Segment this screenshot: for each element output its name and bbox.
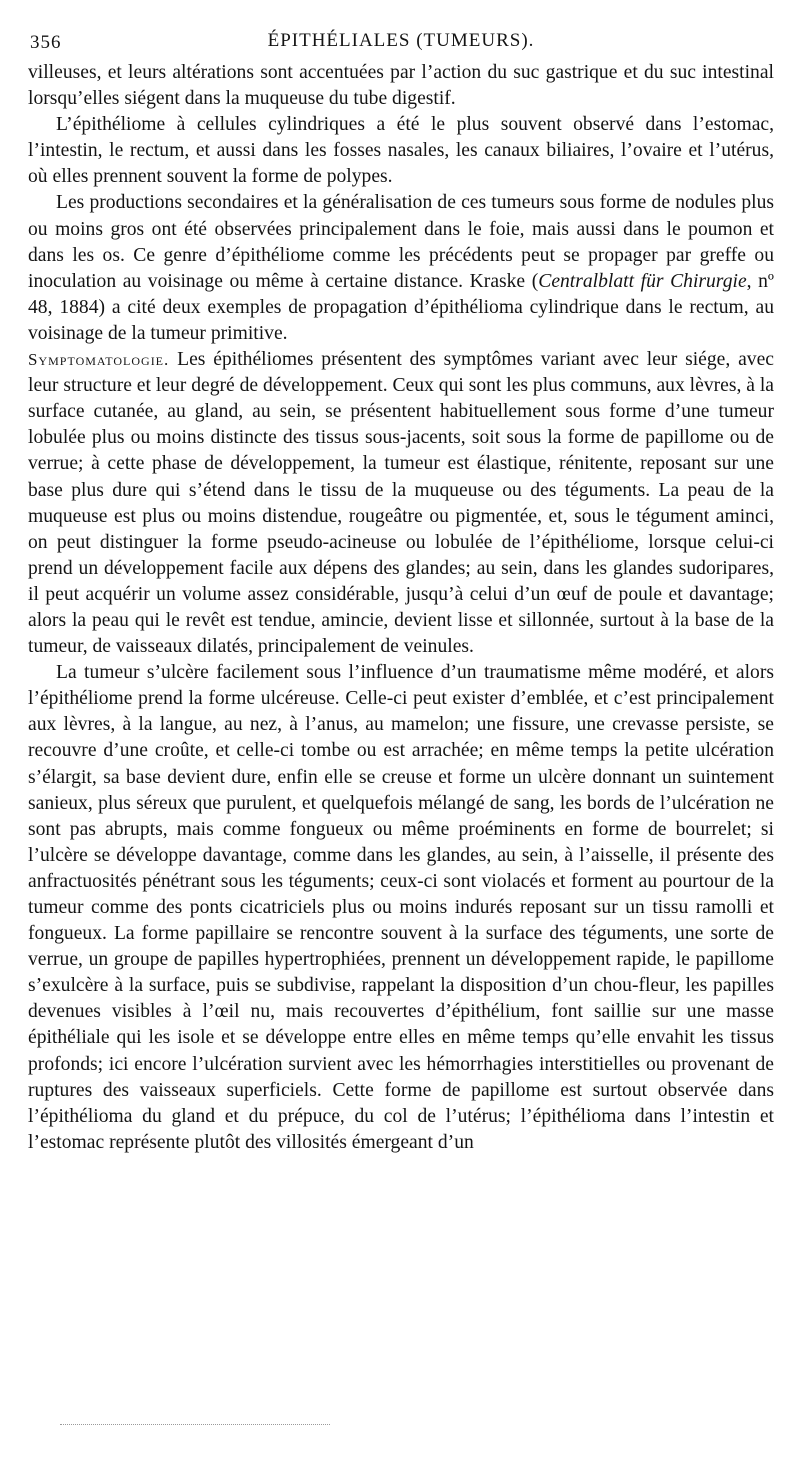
paragraph-cylindrical-epithelioma: L’épithéliome à cellules cylindriques a été le plus souvent observé dans l’estomac, l’intestin, le rectum, et aussi dans les fosses nasales, les canaux biliaires, l’ovaire et l’utérus, où elles prennent souvent la forme de polypes. xyxy=(28,114,774,188)
journal-citation: Centralblatt für Chirurgie xyxy=(538,270,747,292)
paragraph-text: , nº 48, 1884) a cité deux exemples de propagation d’épithélioma cylindrique dans le rectum, au voisinage de la tumeur primitive. xyxy=(28,270,775,344)
page-number: 356 xyxy=(30,32,62,53)
page-header xyxy=(28,22,774,60)
running-title: ÉPITHÉLIALES (TUMEURS). xyxy=(267,30,535,51)
paragraph-ulceration: La tumeur s’ulcère facilement sous l’influence d’un traumatisme même modéré, et alors l’épithéliome prend la forme ulcéreuse. Celle-ci peut exister d’emblée, et c’est principalement aux lèvres, à la langue, au nez, à l’anus, au mamelon; une fissure, une crevasse persiste, se recouvre d’une croûte, et celle-ci tombe ou est arrachée; en même temps la petite ulcération s’élargit, sa base devient dure, enfin elle se creuse et forme un ulcère donnant un suintement sanieux, plus séreux que purulent, et quelquefois mélangé de sang, les bords de l’ulcération ne sont pas abrupts, mais comme fongueux ou même proéminents en forme de bourrelet; si l’ulcère se développe davantage, comme dans les glandes, au sein, à l’aisselle, il présente des anfractuosités pénétrant sous les téguments; ceux-ci sont violacés et forment au pourtour de la tumeur comme des ponts cicatriciels plus ou moins indurés reposant sur un tissu ramolli et fongueux. La forme papillaire se rencontre souvent à la surface des téguments, une sorte de verrue, un groupe de papilles hypertrophiées, prennent un développement rapide, le papillome s’exulcère à la surface, puis se subdivise, rappelant la disposition d’un chou-fleur, les papilles devenues visibles à l’œil nu, mais recouvertes d’épithélium, font saillie sur une masse épithéliale qui les isole et se développe entre elles en même temps qu’elle envahit les tissus profonds; ici encore l’ulcération survient avec les hémorrhagies interstitielles ou provenant de ruptures des vaisseaux superficiels. Cette forme de papillome est surtout observée dans l’épithélioma du gland et du prépuce, du col de l’utérus; l’épithélioma dans l’intestin et l’estomac représente plutôt des villosités émergeant d’un xyxy=(28,662,774,1153)
paragraph-text: Les productions secondaires et la généralisation de ces tumeurs sous forme de nodules plus ou moins gros ont été observées principalement dans le foie, mais aussi dans le poumon et dans les os. Ce genre d’épithéliome comme les précédents peut se propager par greffe ou inoculation au voisinage ou même à certaine distance. Kraske ( xyxy=(28,192,774,292)
paragraph-text: Les épithéliomes présentent des symptômes variant avec leur siége, avec leur structure et leur degré de développement. Ceux qui sont les plus communs, aux lèvres, à la surface cutanée, au gland, au sein, se présentent habituellement sous forme d’une tumeur lobulée plus ou moins distincte des tissus sous-jacents, soit sous la forme de papillome ou de verrue; à cette phase de développement, la tumeur est élastique, rénitente, reposant sur une base plus dure qui s’étend dans le tissu de la muqueuse ou des téguments. La peau de la muqueuse est plus ou moins distendue, rougeâtre ou pigmentée, et, sous le tégument aminci, on peut distinguer la forme pseudo-acineuse ou lobulée de l’épithéliome, lorsque celui-ci prend un développement facile aux dépens des glandes; au sein, dans les glandes sudoripares, il peut acquérir un volume assez considérable, jusqu’à celui d’un œuf de poule et davantage; alors la peau qui le revêt est tendue, amincie, devient lisse et sillonnée, surtout à la base de la tumeur, de vaisseaux dilatés, principalement de veinules. xyxy=(28,349,774,658)
paragraph-symptomatology xyxy=(28,347,774,660)
body-text xyxy=(28,60,774,1156)
footer-rule xyxy=(60,1424,330,1425)
book-page xyxy=(28,22,774,1156)
section-heading: Symptomatologie. xyxy=(28,350,170,370)
paragraph-secondary-productions xyxy=(28,190,774,347)
paragraph-continuation: villeuses, et leurs altérations sont accentuées par l’action du suc gastrique et du suc intestinal lorsqu’elles siégent dans la muqueuse du tube digestif. xyxy=(28,62,774,110)
